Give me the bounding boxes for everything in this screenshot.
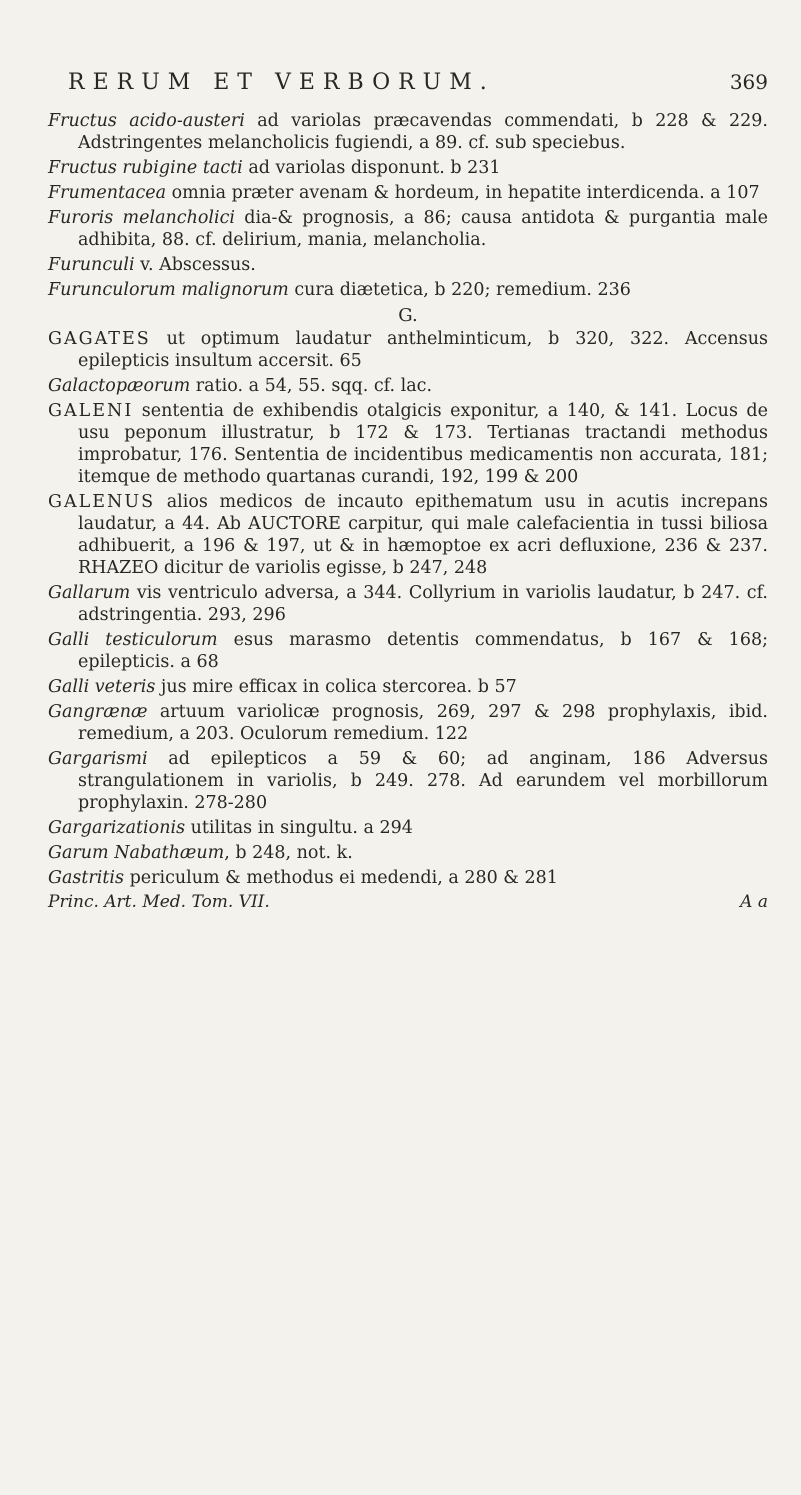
index-entry — [48, 676, 768, 698]
entry-text: omnia præter avenam & hordeum, in hepatite interdicenda. a 107 — [166, 183, 760, 203]
entry-head: Gargarismi — [48, 749, 148, 769]
entry-head: Gargarizationis — [48, 818, 186, 838]
index-entry — [48, 375, 768, 397]
entry-head: Galactopæorum — [48, 376, 191, 396]
entry-text: v. Abscessus. — [134, 255, 256, 275]
signature-line: Princ. Art. Med. Tom. VII. — [48, 892, 270, 912]
entry-head: Gangrænæ — [48, 702, 148, 722]
entry-head: Frumentacea — [48, 183, 167, 203]
entry-head: Furoris melancholici — [48, 208, 235, 228]
entry-head: GALENUS — [48, 492, 156, 512]
index-entry — [48, 817, 768, 839]
entry-text: vis ventriculo adversa, a 344. Collyrium in variolis laudatur, b 247. cf. adstringentia. 293, 296 — [78, 583, 768, 625]
index-entry — [48, 842, 768, 864]
entry-text: ratio. a 54, 55. sqq. cf. lac. — [190, 376, 433, 396]
index-entry — [48, 582, 768, 626]
entry-text: cura diætetica, b 220; remedium. 236 — [288, 280, 631, 300]
entry-text: periculum & methodus ei medendi, a 280 & 281 — [124, 868, 558, 888]
entry-text: alios medicos de incauto epithematum usu in acutis increpans laudatur, a 44. Ab AUCTORE carpitur, qui male calefacientia in tussi biliosa adhibuerit, a 196 & 197, ut & in hæmoptoe ex acri defluxione, 236 & 237. RHAZEO dicitur de variolis egisse, b 247, 248 — [78, 492, 768, 578]
entry-head: Galli veteris — [48, 677, 156, 697]
entry-head: Gastritis — [48, 868, 124, 888]
signature-mark: A a — [740, 892, 768, 912]
index-entry — [48, 328, 768, 372]
index-entry — [48, 748, 768, 814]
entry-text: ad variolas disponunt. b 231 — [242, 158, 501, 178]
entry-text: jus mire efficax in colica stercorea. b 57 — [155, 677, 517, 697]
index-entry — [48, 400, 768, 488]
index-entry — [48, 110, 768, 154]
entry-text: sententia de exhibendis otalgicis exponitur, a 140, & 141. Locus de usu peponum illustratur, b 172 & 173. Tertianas tractandi methodus improbatur, 176. Sententia de incidentibus medicamentis non accurata, 181; itemque de methodo quartanas curandi, 192, 199 & 200 — [78, 401, 768, 487]
entry-text: artuum variolicæ prognosis, 269, 297 & 298 prophylaxis, ibid. remedium, a 203. Oculorum remedium. 122 — [78, 702, 768, 744]
page — [48, 70, 768, 912]
index-entry — [48, 207, 768, 251]
index-entry — [48, 701, 768, 745]
entry-head: GAGATES — [48, 329, 151, 349]
entry-text: ad epilepticos a 59 & 60; ad anginam, 186 Adversus strangulationem in variolis, b 249. 278. Ad earundem vel morbillorum prophylaxin. 278-280 — [78, 749, 768, 813]
page-footer — [48, 892, 768, 912]
entry-text: ut optimum laudatur anthelminticum, b 320, 322. Accensus epilepticis insultum accersit. 65 — [78, 329, 768, 371]
entry-text: , b 248, not. k. — [224, 843, 353, 863]
page-number: 369 — [729, 70, 768, 94]
entry-text: esus marasmo detentis commendatus, b 167 & 168; epilepticis. a 68 — [78, 630, 768, 672]
entry-head: Fructus rubigine tacti — [48, 158, 243, 178]
index-entry — [48, 182, 768, 204]
entry-head: Furunculi — [48, 255, 135, 275]
entries-g — [48, 328, 768, 889]
index-entry — [48, 279, 768, 301]
entry-head: GALENI — [48, 401, 134, 421]
section-letter: G. — [398, 305, 418, 326]
entry-text: ad variolas præcavendas commendati, b 228 & 229. Adstringentes melancholicis fugiendi, a 89. cf. sub speciebus. — [78, 111, 768, 153]
index-entry — [48, 629, 768, 673]
running-title: RERUM ET VERBORUM. — [68, 70, 495, 95]
entry-head: Garum Nabathæum — [48, 843, 225, 863]
entry-head: Fructus acido-austeri — [48, 111, 245, 131]
index-entry — [48, 254, 768, 276]
entry-text: dia-& prognosis, a 86; causa antidota & purgantia male adhibita, 88. cf. delirium, mania, melancholia. — [78, 208, 768, 250]
index-entry — [48, 867, 768, 889]
index-entry — [48, 157, 768, 179]
page-header — [68, 70, 768, 110]
entry-head: Gallarum — [48, 583, 131, 603]
entries-f — [48, 110, 768, 301]
entry-head: Furunculorum malignorum — [48, 280, 289, 300]
entry-head: Galli testiculorum — [48, 630, 218, 650]
index-entry — [48, 491, 768, 579]
entry-text: utilitas in singultu. a 294 — [185, 818, 413, 838]
